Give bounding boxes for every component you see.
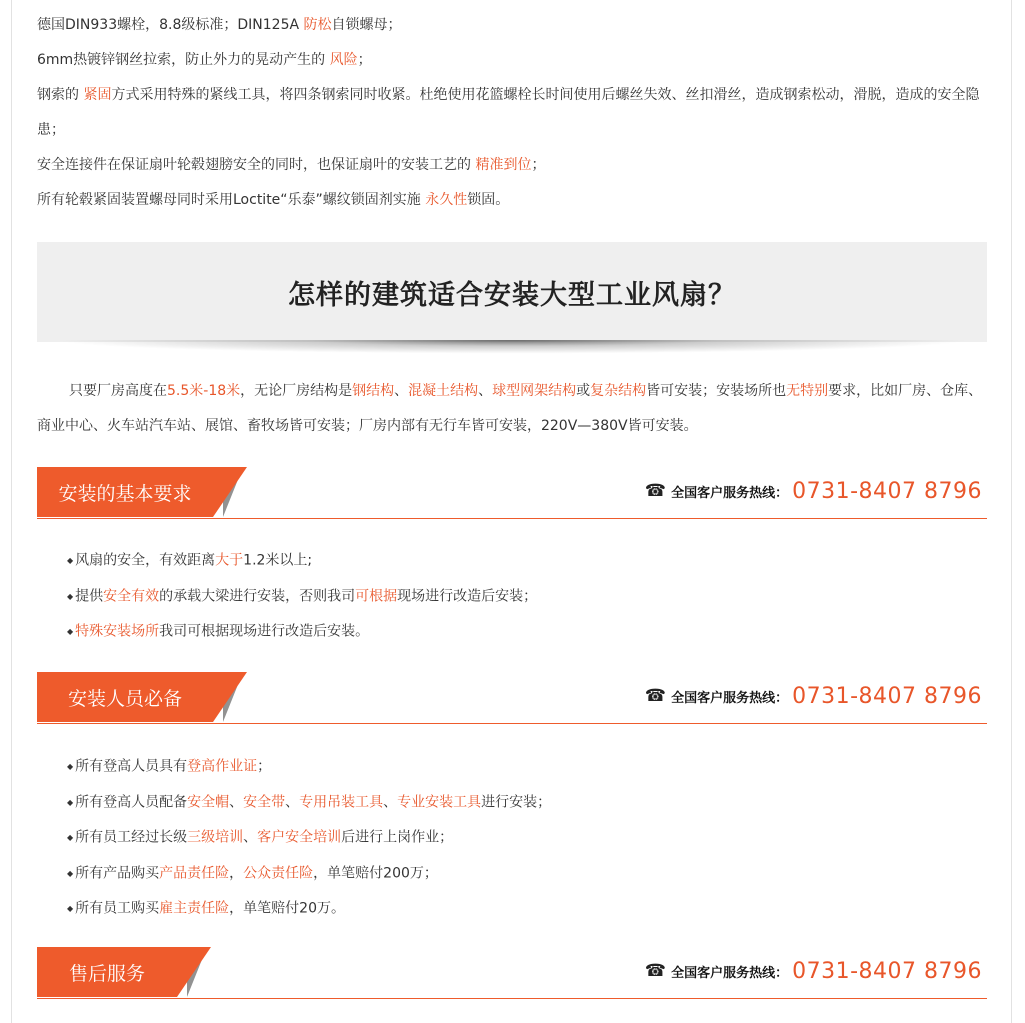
- list-item: ◆ 所有员工经过长级三级培训、客户安全培训后进行上岗作业；: [67, 820, 987, 856]
- phone-icon: ☎: [644, 481, 667, 501]
- hotline: [645, 479, 982, 504]
- list-item: ◆ 风扇的安全，有效距离大于1.2米以上;: [67, 543, 987, 579]
- list-item: ◆ 提供安全有效的承载大梁进行安装，否则我司可根据现场进行改造后安装；: [67, 579, 987, 615]
- diamond-bullet-icon: ◆: [67, 797, 74, 807]
- hotline-number: 0731-8407 8796: [792, 479, 982, 504]
- question-banner: [37, 242, 987, 342]
- diamond-bullet-icon: ◆: [67, 904, 74, 913]
- list-item: ◆ 所有登高人员配备安全帽、安全带、专用吊装工具、专业安装工具进行安装；: [67, 785, 987, 821]
- section-header-basic-requirements: [37, 467, 987, 519]
- hotline-label: 全国客户服务热线：: [671, 691, 789, 706]
- hotline-label: 全国客户服务热线：: [671, 966, 789, 981]
- hotline-number: 0731-8407 8796: [792, 684, 982, 709]
- list-item: ◆ 特殊安装场所我司可根据现场进行改造后安装。: [67, 614, 987, 650]
- intro-line-2: 钢索的 紧固方式采用特殊的紧线工具，将四条钢索同时收紧。杜绝使用花篮螺栓长时间使用后螺丝失效、丝扣滑丝，造成钢索松动，滑脱，造成的安全隐患；: [37, 87, 980, 138]
- page: [11, 0, 1012, 1023]
- diamond-bullet-icon: ◆: [67, 627, 74, 636]
- section-tab: 售后服务: [37, 947, 177, 997]
- section-tab: 安装人员必备: [37, 672, 213, 722]
- banner-title: 怎样的建筑适合安装大型工业风扇？: [288, 279, 736, 311]
- diamond-bullet-icon: ◆: [67, 762, 74, 771]
- intro-line-3: 安全连接件在保证扇叶轮毂翅膀安全的同时，也保证扇叶的安装工艺的 精准到位；: [37, 157, 546, 173]
- list-item: ◆ 所有登高人员具有登高作业证；: [67, 749, 987, 785]
- basic-requirements-list: [67, 543, 987, 650]
- intro-spec-list: [37, 8, 992, 218]
- list-item: ◆ 所有员工购买雇主责任险，单笔赔付20万。: [67, 891, 987, 927]
- section-divider: [37, 723, 987, 724]
- banner-shadow: [57, 340, 967, 370]
- building-description: 只要厂房高度在5.5米-18米，无论厂房结构是钢结构、混凝土结构、球型网架结构或复杂结构皆可安装；安装场所也无特别要求，比如厂房、仓库、商业中心、火车站汽车站、展馆、畜牧场皆可安装；厂房内部有无行车皆可安装，220V—380V皆可安装。: [37, 383, 983, 434]
- section-header-installer-requirements: [37, 672, 987, 724]
- list-item: ◆ 所有产品购买产品责任险，公众责任险，单笔赔付200万；: [67, 856, 987, 892]
- section-divider: [37, 998, 987, 999]
- phone-icon: ☎: [644, 686, 667, 706]
- section-header-after-sales: [37, 947, 987, 999]
- section-tab: 安装的基本要求: [37, 467, 213, 517]
- intro-line-4: 所有轮毂紧固装置螺母同时采用Loctite“乐泰”螺纹锁固剂实施 永久性锁固。: [37, 192, 510, 208]
- hotline: [645, 684, 982, 709]
- intro-line-0: 德国DIN933螺栓，8.8级标准；DIN125A 防松自锁螺母；: [37, 17, 402, 33]
- hotline: [645, 959, 982, 984]
- hotline-number: 0731-8407 8796: [792, 959, 982, 984]
- section-divider: [37, 518, 987, 519]
- diamond-bullet-icon: ◆: [67, 556, 74, 565]
- phone-icon: ☎: [644, 961, 667, 981]
- hotline-label: 全国客户服务热线：: [671, 486, 789, 501]
- installer-requirements-list: [67, 749, 987, 927]
- intro-line-1: 6mm热镀锌钢丝拉索，防止外力的晃动产生的 风险；: [37, 52, 372, 68]
- diamond-bullet-icon: ◆: [67, 591, 74, 601]
- diamond-bullet-icon: ◆: [67, 868, 74, 878]
- diamond-bullet-icon: ◆: [67, 833, 74, 842]
